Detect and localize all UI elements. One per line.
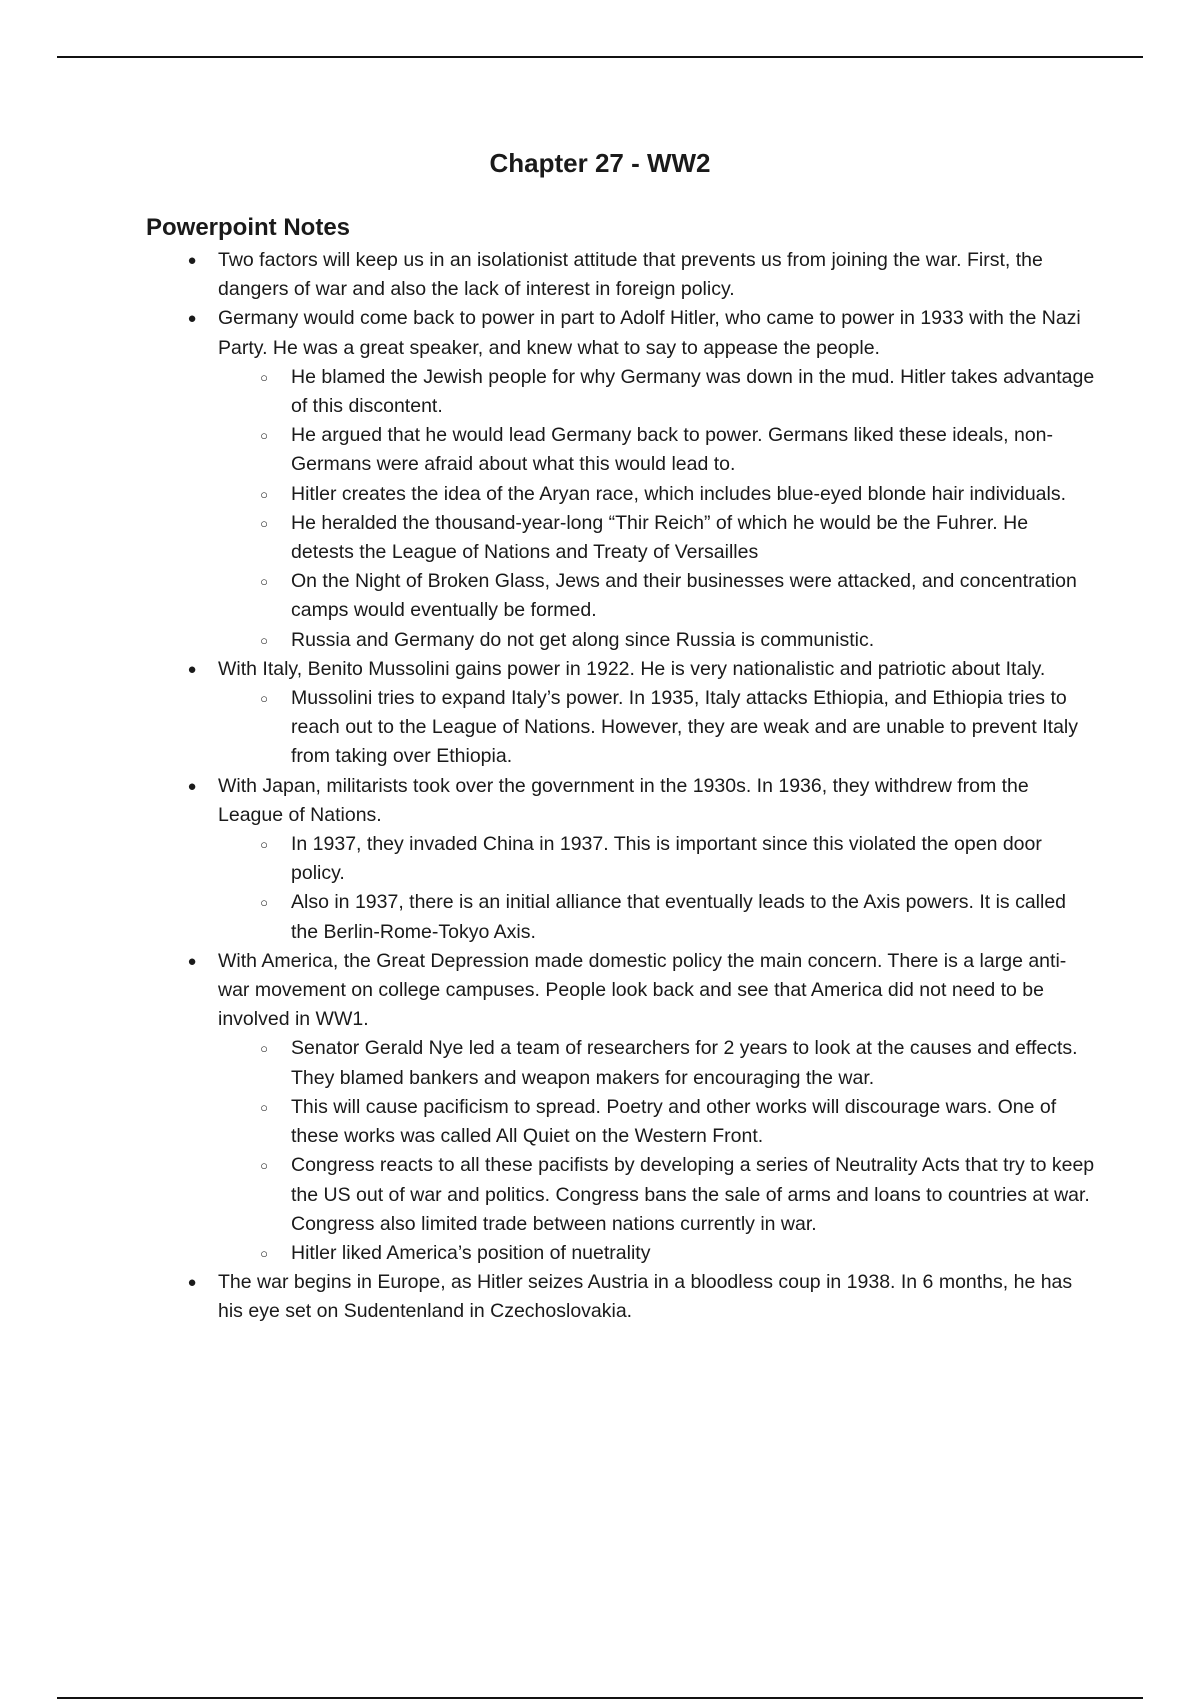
- bottom-divider: [57, 1697, 1143, 1699]
- note-item: [187, 246, 1096, 304]
- sub-note-text: In 1937, they invaded China in 1937. This is important since this violated the open door policy.: [291, 833, 1042, 885]
- hollow-bullet-icon: ○: [260, 837, 268, 853]
- sub-note-list: [218, 1034, 1096, 1268]
- note-item: [187, 947, 1096, 1268]
- sub-note-text: He heralded the thousand-year-long “Thir Reich” of which he would be the Fuhrer. He detests the League of Nations and Treaty of Versailles: [291, 511, 1029, 564]
- sub-note-list: [218, 830, 1096, 947]
- sub-note-text: Congress reacts to all these pacifists by developing a series of Neutrality Acts that try to keep the US out of war and politics. Congress bans the sale of arms and loans to countries at war. Congress also limited trade between nations currently in war.: [291, 1154, 1095, 1235]
- sub-note-list: [218, 684, 1096, 772]
- hollow-bullet-icon: ○: [260, 691, 268, 707]
- sub-note-item: [260, 684, 1096, 772]
- note-text: With America, the Great Depression made domestic policy the main concern. There is a large anti-war movement on college campuses. People look back and see that America did not need to be involved in WW1.: [218, 949, 1067, 1031]
- sub-note-item: [260, 480, 1096, 509]
- sub-note-text: Russia and Germany do not get along since Russia is communistic.: [291, 628, 875, 651]
- sub-note-item: [260, 830, 1096, 888]
- note-item: [187, 655, 1096, 772]
- sub-note-text: Mussolini tries to expand Italy’s power. In 1935, Italy attacks Ethiopia, and Ethiopia tries to reach out to the League of Nations. However, they are weak and are unable to prevent Italy from taking over Ethiopia.: [291, 687, 1078, 768]
- sub-note-text: Senator Gerald Nye led a team of researchers for 2 years to look at the causes and effects. They blamed bankers and weapon makers for encouraging the war.: [291, 1037, 1078, 1089]
- sub-note-text: He blamed the Jewish people for why Germany was down in the mud. Hitler takes advantage of this discontent.: [291, 365, 1095, 418]
- bullet-icon: ●: [187, 310, 197, 328]
- sub-note-text: Hitler liked America’s position of nuetrality: [291, 1241, 651, 1264]
- sub-note-item: [260, 1151, 1096, 1239]
- sub-note-text: Hitler creates the idea of the Aryan race, which includes blue-eyed blonde hair individuals.: [291, 482, 1067, 505]
- sub-note-item: [260, 1093, 1096, 1151]
- section-heading: Powerpoint Notes: [146, 214, 351, 241]
- sub-note-item: [260, 1239, 1096, 1268]
- sub-note-item: [260, 626, 1096, 655]
- sub-note-text: This will cause pacificism to spread. Poetry and other works will discourage wars. One of these works was called All Quiet on the Western Front.: [291, 1095, 1057, 1148]
- sub-note-item: [260, 1034, 1096, 1092]
- note-text: With Japan, militarists took over the government in the 1930s. In 1936, they withdrew from the League of Nations.: [218, 774, 1029, 826]
- note-text: Germany would come back to power in part to Adolf Hitler, who came to power in 1933 with the Nazi Party. He was a great speaker, and knew what to say to appease the people.: [218, 307, 1081, 359]
- bullet-icon: ●: [187, 952, 197, 970]
- bullet-icon: ●: [187, 777, 197, 795]
- note-text: Two factors will keep us in an isolationist attitude that prevents us from joining the war. First, the dangers of war and also the lack of interest in foreign policy.: [218, 249, 1043, 301]
- sub-note-item: [260, 888, 1096, 946]
- hollow-bullet-icon: ○: [260, 574, 268, 590]
- sub-note-item: [260, 509, 1096, 567]
- hollow-bullet-icon: ○: [260, 1041, 268, 1057]
- notes-list: [146, 246, 1096, 1327]
- sub-note-text: Also in 1937, there is an initial alliance that eventually leads to the Axis powers. It is called the Berlin-Rome-Tokyo Axis.: [291, 891, 1067, 943]
- hollow-bullet-icon: ○: [260, 895, 268, 911]
- hollow-bullet-icon: ○: [260, 632, 268, 648]
- note-text: The war begins in Europe, as Hitler seizes Austria in a bloodless coup in 1938. In 6 months, he has his eye set on Sudentenland in Czechoslovakia.: [218, 1271, 1073, 1323]
- bullet-icon: ●: [187, 1274, 197, 1292]
- note-item: [187, 1268, 1096, 1326]
- sub-note-text: On the Night of Broken Glass, Jews and their businesses were attacked, and concentration camps would eventually be formed.: [291, 570, 1077, 622]
- bullet-icon: ●: [187, 252, 197, 269]
- page-title: Chapter 27 - WW2: [489, 148, 711, 178]
- hollow-bullet-icon: ○: [260, 515, 268, 531]
- top-divider: [57, 56, 1143, 58]
- note-item: [187, 304, 1096, 654]
- sub-note-item: [260, 363, 1096, 421]
- hollow-bullet-icon: ○: [260, 1245, 268, 1261]
- sub-note-list: [218, 363, 1096, 655]
- bullet-icon: ●: [187, 660, 197, 678]
- hollow-bullet-icon: ○: [260, 1158, 268, 1174]
- note-item: [187, 772, 1096, 947]
- hollow-bullet-icon: ○: [260, 369, 268, 385]
- sub-note-item: [260, 421, 1096, 479]
- hollow-bullet-icon: ○: [260, 486, 268, 502]
- hollow-bullet-icon: ○: [260, 1099, 268, 1115]
- notes-body: [146, 246, 1096, 1327]
- note-text: With Italy, Benito Mussolini gains power in 1922. He is very nationalistic and patriotic about Italy.: [218, 657, 1046, 680]
- sub-note-text: He argued that he would lead Germany back to power. Germans liked these ideals, non-Germans were afraid about what this would lead to.: [291, 424, 1054, 476]
- hollow-bullet-icon: ○: [260, 428, 268, 444]
- sub-note-item: [260, 567, 1096, 625]
